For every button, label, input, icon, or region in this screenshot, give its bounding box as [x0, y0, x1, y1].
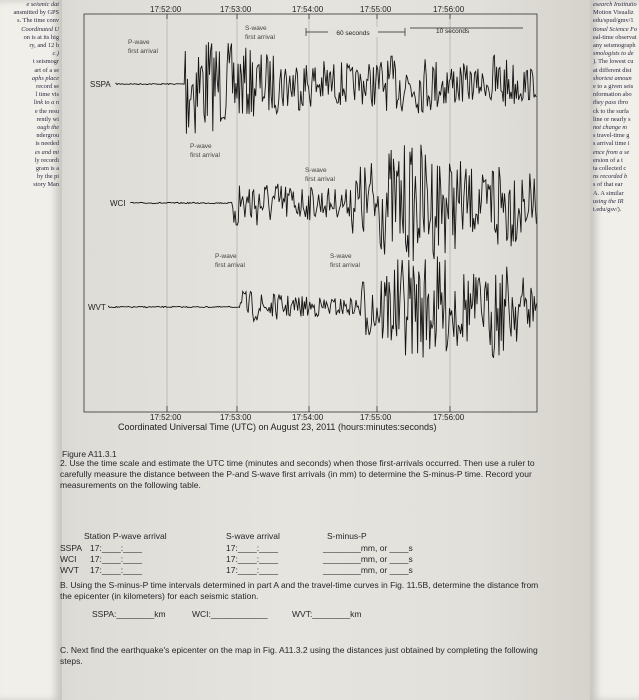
margin-text-line: ence from a se [593, 148, 630, 156]
bottom-tick-label: 17:52:00 [150, 413, 182, 422]
top-tick-label: 17:53:00 [220, 5, 252, 14]
margin-text-line: they pass thro [593, 99, 629, 107]
station-name: WVT [60, 565, 79, 575]
margin-text-line: smologists to de [593, 50, 634, 58]
margin-text-line: at different dist [593, 66, 632, 74]
margin-text-line: aphs place [31, 74, 59, 82]
margin-text-line: esearch Institutio [593, 1, 637, 8]
margin-text-line: e seismic dat [26, 1, 59, 8]
margin-text-line: shortest amoun [593, 74, 632, 82]
margin-text-line: s of that ear [593, 181, 623, 189]
top-time-axis [150, 5, 465, 19]
s-wave-label: S-wave first arrival [330, 253, 360, 269]
margin-text-line: tional Science Fo [593, 25, 638, 33]
margin-text-line: t seismogr [32, 58, 59, 66]
s-minus-p-blank[interactable]: ________mm, or ____s [323, 554, 413, 564]
margin-text-line: rently wi [36, 115, 59, 123]
question-2-text: 2. Use the time scale and estimate the UTC time (minutes and seconds) when those first-arrivals occurred. Then use a ruler to carefully measure the distance between the P-and S-wave first arrivals (in mm) to determine the S-minus-P time. Record your measurements on the following table. [60, 458, 535, 490]
margin-text-line: A. A similar [593, 189, 624, 197]
margin-text-line: ansmitted by GPS [13, 9, 59, 17]
bottom-tick-label: 17:55:00 [360, 413, 392, 422]
header-s-minus-p: S-minus-P [327, 531, 367, 541]
s-arrival-blank[interactable]: 17:____:____ [226, 554, 278, 564]
margin-text-line: c.) [52, 50, 59, 58]
adjacent-page-left-margin [0, 0, 62, 700]
margin-text-line: any seismograph [593, 42, 636, 50]
trace-wvt [88, 253, 536, 358]
margin-text-line: on is at its hig [23, 33, 59, 41]
sspa-distance-blank[interactable]: SSPA:________km [92, 609, 166, 619]
question-c-text: C. Next find the earthquake's epicenter on the map in Fig. A11.3.2 using the distances just obtained by completing the following steps. [60, 645, 538, 666]
wvt-distance-blank[interactable]: WVT:________km [292, 609, 362, 619]
margin-text-line: eal-time observat [593, 33, 637, 41]
margin-text-line: not change m [593, 124, 627, 132]
margin-text-line: e to a given seis [593, 83, 634, 91]
station-label: SSPA [90, 80, 111, 89]
waveform [131, 145, 537, 261]
bottom-tick-label: 17:53:00 [220, 413, 252, 422]
margin-text-line: ersion of a t [593, 156, 623, 164]
margin-text-line: s travel-time g [593, 132, 630, 140]
margin-text-line: Motion Visualiz [593, 9, 634, 17]
s-arrival-blank[interactable]: 17:____:____ [226, 543, 278, 553]
margin-text-line: line or nearly s [593, 115, 631, 123]
s-wave-label: S-wave first arrival [305, 167, 335, 183]
p-wave-label: P-wave first arrival [215, 253, 245, 269]
margin-text-line: ry, and 12 h [29, 42, 59, 50]
top-tick-label: 17:54:00 [292, 5, 324, 14]
margin-text-line: ough the [37, 124, 59, 132]
margin-text-line: ly recordi [34, 156, 59, 164]
margin-text-line: ta collected c [593, 165, 627, 173]
top-tick-label: 17:55:00 [360, 5, 392, 14]
margin-text-line: art of a se [34, 66, 59, 74]
figure-caption: Figure A11.3.1 [62, 449, 117, 459]
trace-wci [110, 143, 536, 261]
p-arrival-blank[interactable]: 17:____:____ [90, 554, 142, 564]
margin-text-line: gram is a [35, 165, 59, 173]
scale-bar-60-seconds [306, 27, 405, 37]
header-s-wave-arrival: S-wave arrival [226, 531, 280, 541]
margin-text-line: edu/spud/gmv/1 [593, 17, 634, 25]
margin-text-line: Coordinated U [21, 25, 59, 33]
figure-frame [84, 14, 537, 412]
margin-text-line: using the IR [593, 197, 624, 205]
margin-text-line: s arrival time i [593, 140, 630, 148]
seismogram-figure [60, 0, 550, 440]
scale-bar-10-seconds [410, 28, 523, 35]
margin-text-line: nformation abo [593, 91, 632, 99]
p-wave-label: P-wave first arrival [190, 143, 220, 159]
s-wave-label: S-wave first arrival [245, 25, 275, 41]
wci-distance-blank[interactable]: WCI:____________ [192, 609, 268, 619]
station-name: WCI [60, 554, 77, 564]
margin-text-line: es and mi [34, 148, 59, 156]
trace-sspa [90, 25, 536, 134]
margin-text-line: is needed [35, 140, 59, 148]
s-minus-p-blank[interactable]: ________mm, or ____s [323, 565, 413, 575]
p-arrival-blank[interactable]: 17:____:____ [90, 565, 142, 575]
header-p-wave-arrival: Station P-wave arrival [84, 531, 167, 541]
margin-text-line: ck to the surfa [593, 107, 629, 115]
top-tick-label: 17:56:00 [433, 5, 465, 14]
bottom-time-axis [150, 406, 465, 422]
s-arrival-blank[interactable]: 17:____:____ [226, 565, 278, 575]
margin-text-line: record se [36, 83, 59, 91]
waveform [109, 257, 537, 358]
margin-text-line: t.edu/gsv/). [593, 206, 622, 214]
s-minus-p-blank[interactable]: ________mm, or ____s [323, 543, 413, 553]
station-label: WVT [88, 303, 106, 312]
p-arrival-blank[interactable]: 17:____:____ [90, 543, 142, 553]
margin-text-line: ns recorded b [593, 173, 628, 181]
top-tick-label: 17:52:00 [150, 5, 182, 14]
margin-text-line: s. The time conv [17, 17, 59, 25]
margin-text-line: by the pi [36, 173, 59, 181]
margin-text-line: story Man [33, 181, 59, 189]
station-name: SSPA [60, 543, 83, 553]
scale-bar-60-label: 60 seconds [336, 30, 370, 37]
margin-text-line: ndergrou [36, 132, 59, 140]
bottom-tick-label: 17:56:00 [433, 413, 465, 422]
adjacent-page-right-margin [590, 0, 639, 700]
scale-bar-10-label: 10 seconds [436, 28, 470, 35]
time-axis-title: Coordinated Universal Time (UTC) on August 23, 2011 (hours:minutes:seconds) [118, 422, 437, 432]
margin-text-line: link to a n [33, 99, 59, 107]
p-wave-label: P-wave first arrival [128, 39, 158, 55]
margin-text-line: l time vis [35, 91, 59, 99]
waveform [116, 42, 536, 134]
margin-text-line: e the resu [34, 107, 59, 115]
seismogram-traces [88, 25, 536, 358]
bottom-tick-label: 17:54:00 [292, 413, 324, 422]
margin-text-line: ). The lowest cu [593, 58, 634, 66]
station-label: WCI [110, 199, 126, 208]
question-b-text: B. Using the S-minus-P time intervals determined in part A and the travel-time curves in Fig. 11.5B, determine the distance from the epicenter (in kilometers) for each seismic station. [60, 580, 539, 601]
